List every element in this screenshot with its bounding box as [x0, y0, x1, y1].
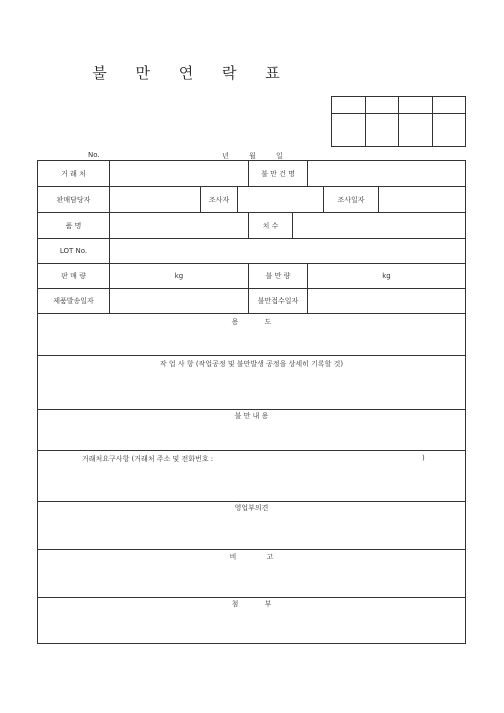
- ship-date-label: 제품발송일자: [38, 289, 110, 314]
- no-label: No.: [88, 151, 100, 159]
- investigator-label: 조사자: [201, 187, 238, 213]
- lot-no-label: LOT No.: [38, 239, 110, 264]
- investigation-date-label: 조사일자: [324, 187, 379, 213]
- date-label: 년 월 일: [222, 152, 283, 160]
- approval-boxes: [331, 96, 466, 147]
- customer-label: 거 래 처: [38, 161, 110, 187]
- divider: [38, 450, 465, 451]
- investigation-date-field[interactable]: [379, 187, 465, 213]
- request-section-close: ): [422, 454, 425, 462]
- sales-opinion-section-label: 영업부의견: [234, 504, 269, 512]
- product-name-label: 품 명: [38, 213, 110, 239]
- sales-manager-field[interactable]: [110, 187, 201, 213]
- sales-qty-label: 판 매 량: [38, 264, 110, 289]
- divider: [38, 597, 465, 598]
- divider: [38, 501, 465, 502]
- request-section-label: 거래처요구사항 (거래처 주소 및 전화번호 :: [82, 455, 214, 463]
- divider: [38, 409, 465, 410]
- complaint-case-field[interactable]: [308, 161, 465, 187]
- complaint-case-label: 불 만 건 명: [249, 161, 308, 187]
- attach-section-label: 첨 부: [231, 600, 272, 608]
- work-section-label: 작 업 사 항 (작업공정 및 불만발생 공정을 상세히 기록할 것): [159, 360, 344, 368]
- use-section-label: 용 도: [231, 318, 272, 326]
- lot-no-field[interactable]: [110, 239, 465, 264]
- receipt-date-label: 불만접수일자: [249, 289, 308, 314]
- complaint-form: [37, 160, 466, 644]
- complaint-qty-label: 불 만 량: [249, 264, 308, 289]
- size-label: 치 수: [249, 213, 293, 239]
- divider: [38, 549, 465, 550]
- complaint-qty-field[interactable]: kg: [308, 264, 465, 289]
- customer-field[interactable]: [110, 161, 249, 187]
- product-name-field[interactable]: [110, 213, 249, 239]
- receipt-date-field[interactable]: [308, 289, 465, 314]
- sales-manager-label: 판매담당자: [38, 187, 110, 213]
- sales-qty-field[interactable]: kg: [110, 264, 249, 289]
- investigator-field[interactable]: [238, 187, 324, 213]
- complaint-section-label: 불 만 내 용: [234, 412, 269, 420]
- ship-date-field[interactable]: [110, 289, 249, 314]
- page-title: 불 만 연 락 표: [92, 64, 292, 82]
- size-field[interactable]: [293, 213, 465, 239]
- divider: [38, 355, 465, 356]
- remarks-section-label: 비 고: [229, 553, 274, 561]
